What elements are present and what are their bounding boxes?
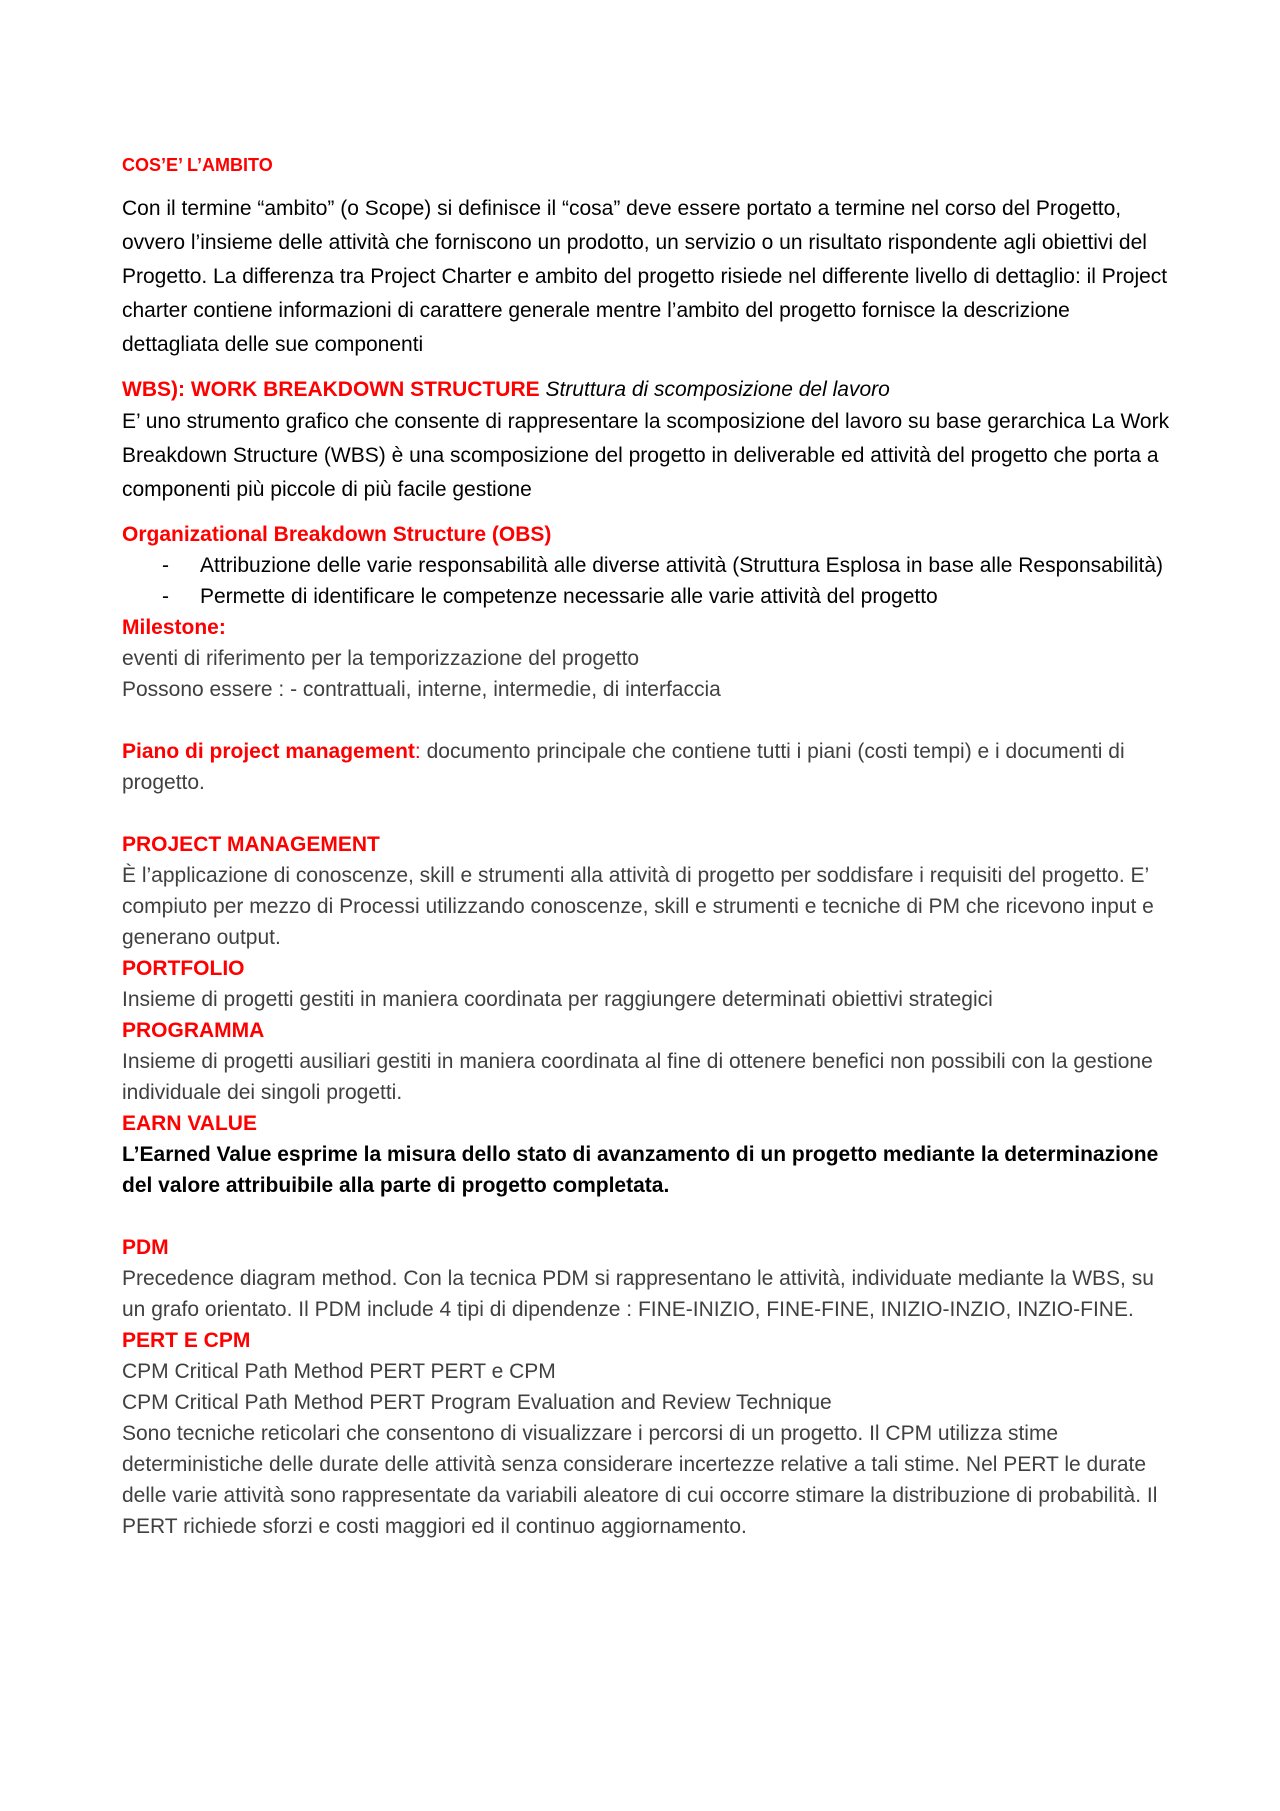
- programma-text: Insieme di progetti ausiliari gestiti in maniera coordinata al fine di ottenere benefici non possibili con la gestione individuale dei singoli progetti.: [122, 1050, 1153, 1104]
- pert-heading: PERT E CPM: [122, 1329, 251, 1352]
- portfolio-text: Insieme di progetti gestiti in maniera coordinata per raggiungere determinati obiettivi strategici: [122, 988, 993, 1011]
- obs-item-text: Permette di identificare le competenze necessarie alle varie attività del progetto: [200, 585, 938, 608]
- milestone-heading: Milestone:: [122, 616, 226, 639]
- obs-list: [122, 550, 1172, 612]
- dash-bullet: -: [162, 585, 169, 608]
- pdm-text: Precedence diagram method. Con la tecnica PDM si rappresentano le attività, individuate mediante la WBS, su un grafo orientato. Il PDM include 4 tipi di dipendenze : FINE-INIZIO, FINE-FINE, INIZIO-INZIO, INZIO-FINE.: [122, 1267, 1154, 1321]
- portfolio-heading: PORTFOLIO: [122, 957, 245, 980]
- dash-bullet: -: [162, 554, 169, 577]
- earn-heading: EARN VALUE: [122, 1112, 257, 1135]
- obs-list-item: [122, 550, 1172, 581]
- milestone-line-1: eventi di riferimento per la temporizzazione del progetto: [122, 647, 640, 670]
- obs-heading: Organizational Breakdown Structure (OBS): [122, 523, 552, 546]
- wbs-subtitle: Struttura di scomposizione del lavoro: [545, 378, 890, 401]
- pert-text: Sono tecniche reticolari che consentono di visualizzare i percorsi di un progetto. Il CPM utilizza stime deterministiche delle durate delle attività senza considerare incertezze relative a tali stime. Nel PERT le durate delle varie attività sono rappresentate da variabili aleatore di cui occorre stimare la distribuzione di probabilità. Il PERT richiede sforzi e costi maggiori ed il continuo aggiornamento.: [122, 1422, 1158, 1538]
- document-page: [122, 152, 1172, 1542]
- ambito-heading: COS’E’ L’AMBITO: [122, 155, 273, 175]
- piano-heading: Piano di project management: [122, 740, 415, 763]
- wbs-heading: WBS): WORK BREAKDOWN STRUCTURE: [122, 378, 540, 401]
- obs-list-item: [122, 581, 1172, 612]
- programma-heading: PROGRAMMA: [122, 1019, 265, 1042]
- piano-text: documento principale che contiene tutti i piani (costi tempi) e i documenti di progetto.: [122, 740, 1125, 794]
- piano-paragraph: [122, 736, 1172, 798]
- wbs-text: E’ uno strumento grafico che consente di rappresentare la scomposizione del lavoro su base gerarchica La Work Breakdown Structure (WBS) è una scomposizione del progetto in deliverable ed attività del progetto che porta a componenti più piccole di più facile gestione: [122, 410, 1170, 501]
- ambito-text: Con il termine “ambito” (o Scope) si definisce il “cosa” deve essere portato a termine nel corso del Progetto, ovvero l’insieme delle attività che forniscono un prodotto, un servizio o un risultato rispondente agli obiettivi del Progetto. La differenza tra Project Charter e ambito del progetto risiede nel differente livello di dettaglio: il Project charter contiene informazioni di carattere generale mentre l’ambito del progetto fornisce la descrizione dettagliata delle sue componenti: [122, 197, 1168, 356]
- milestone-line-2: Possono essere : - contrattuali, interne, intermedie, di interfaccia: [122, 678, 721, 701]
- piano-colon: :: [414, 740, 421, 763]
- pm-text: È l’applicazione di conoscenze, skill e strumenti alla attività di progetto per soddisfare i requisiti del progetto. E’ compiuto per mezzo di Processi utilizzando conoscenze, skill e strumenti e tecniche di PM che ricevono input e generano output.: [122, 864, 1154, 949]
- pert-line-1: CPM Critical Path Method PERT PERT e CPM: [122, 1360, 556, 1383]
- pm-heading: PROJECT MANAGEMENT: [122, 833, 380, 856]
- obs-item-text: Attribuzione delle varie responsabilità alle diverse attività (Struttura Esplosa in base alle Responsabilità): [200, 554, 1164, 577]
- earn-text: L’Earned Value esprime la misura dello stato di avanzamento di un progetto mediante la determinazione del valore attribuibile alla parte di progetto completata.: [122, 1143, 1159, 1197]
- wbs-heading-line: [122, 374, 1172, 405]
- pdm-heading: PDM: [122, 1236, 169, 1259]
- pert-line-2: CPM Critical Path Method PERT Program Evaluation and Review Technique: [122, 1391, 832, 1414]
